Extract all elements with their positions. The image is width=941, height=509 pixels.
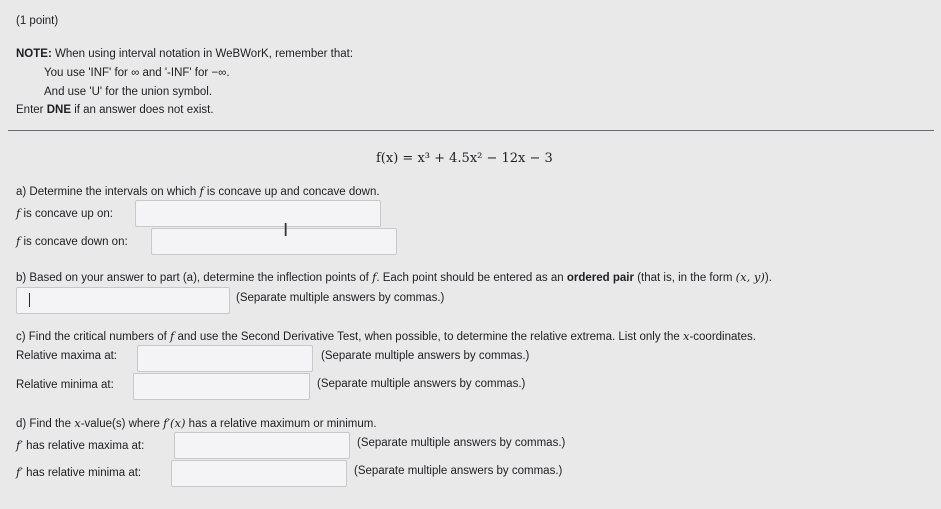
- part-d-fprime: f′(x): [163, 416, 186, 430]
- concave-down-f: f: [16, 234, 21, 248]
- part-d-text-2: -value(s) where: [80, 418, 160, 430]
- concave-down-input[interactable]: [151, 228, 397, 255]
- concave-up-text: is concave up on:: [23, 208, 113, 220]
- concave-up-label: [16, 206, 113, 220]
- part-b-text-2: . Each point should be entered as an: [376, 272, 564, 284]
- concave-down-text: is concave down on:: [23, 236, 128, 248]
- divider-rule: [8, 130, 934, 131]
- part-b-question: [16, 270, 772, 284]
- part-b-bold: ordered pair: [566, 272, 634, 284]
- fprime-maxima-label: [16, 438, 144, 452]
- fprime-minima-input[interactable]: [171, 460, 347, 487]
- part-c-text-2: and use the Second Derivative Test, when possible, to determine the relative extrema. List only the: [177, 331, 680, 343]
- problem-points: (1 point): [16, 15, 59, 27]
- concave-up-input[interactable]: [135, 200, 381, 227]
- part-d-x: x: [74, 416, 81, 430]
- part-c-maxima-hint: (Separate multiple answers by commas.): [321, 350, 530, 362]
- part-b-text-1: b) Based on your answer to part (a), determine the inflection points of: [16, 272, 369, 284]
- note-text-4c: if an answer does not exist.: [74, 104, 214, 116]
- part-b-text-3: (that is, in the form: [637, 272, 733, 284]
- relative-maxima-input[interactable]: [137, 345, 313, 372]
- part-a-text-1: a) Determine the intervals on which: [16, 186, 197, 198]
- part-d-maxima-hint: (Separate multiple answers by commas.): [357, 437, 566, 449]
- concave-up-f: f: [16, 206, 21, 220]
- part-d-minima-hint: (Separate multiple answers by commas.): [354, 465, 563, 477]
- part-a-text-2: is concave up and concave down.: [206, 186, 380, 198]
- infinity-symbol: ∞: [131, 67, 140, 79]
- note-text-2a: You use 'INF' for: [44, 67, 128, 79]
- part-c-minima-hint: (Separate multiple answers by commas.): [317, 378, 526, 390]
- inflection-points-input[interactable]: [16, 287, 230, 314]
- part-a-f: f: [199, 184, 204, 198]
- note-text-2c: and '-INF' for: [142, 67, 209, 79]
- note-line-1: [16, 48, 353, 60]
- concave-down-label: [16, 234, 128, 248]
- note-text-4a: Enter: [16, 104, 44, 116]
- dne-keyword: DNE: [46, 104, 71, 116]
- note-line-3: And use 'U' for the union symbol.: [44, 86, 213, 98]
- part-b-f: f: [372, 270, 377, 284]
- part-d-text-3: has a relative maximum or minimum.: [188, 418, 377, 430]
- function-formula: f(x) = x³ + 4.5x² − 12x − 3: [376, 151, 553, 166]
- fprime-maxima-text: has relative maxima at:: [26, 440, 145, 452]
- fprime-minima-label: [16, 465, 141, 479]
- note-line-4: [16, 104, 214, 116]
- fprime-maxima-input[interactable]: [174, 432, 350, 459]
- note-label: NOTE:: [16, 48, 52, 60]
- part-c-text-3: -coordinates.: [689, 331, 756, 343]
- ibeam-cursor-icon: I: [283, 220, 289, 241]
- neg-infinity-symbol: −∞.: [211, 67, 230, 79]
- part-c-f: f: [170, 329, 175, 343]
- relative-minima-input[interactable]: [133, 373, 310, 400]
- text-caret: [29, 293, 30, 307]
- relative-maxima-label: Relative maxima at:: [16, 350, 117, 362]
- fprime-minima-text: has relative minima at:: [26, 467, 142, 479]
- part-b-text-4: ).: [764, 272, 772, 284]
- part-a-question: [16, 184, 380, 198]
- relative-minima-label: Relative minima at:: [16, 379, 114, 391]
- part-b-hint: (Separate multiple answers by commas.): [236, 292, 445, 304]
- part-d-question: [16, 416, 377, 430]
- note-line-2: [44, 67, 230, 79]
- part-d-text-1: d) Find the: [16, 418, 71, 430]
- fprime-maxima-symbol: f′: [16, 438, 23, 452]
- fprime-minima-symbol: f′: [16, 465, 23, 479]
- part-c-x: x: [682, 329, 690, 343]
- part-c-text-1: c) Find the critical numbers of: [16, 331, 167, 343]
- part-b-form: (x, y): [735, 270, 765, 284]
- note-text-1: When using interval notation in WeBWorK, remember that:: [54, 48, 354, 60]
- part-c-question: [16, 329, 756, 343]
